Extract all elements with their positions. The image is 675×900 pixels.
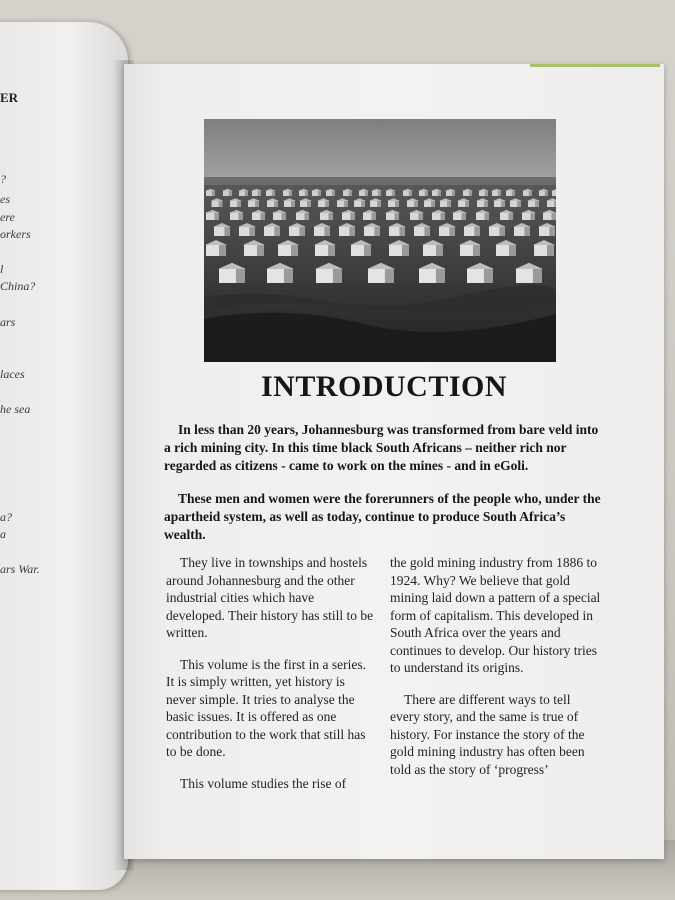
house-shadow — [484, 213, 489, 220]
house-shadow — [392, 191, 395, 196]
house-shadow — [260, 213, 265, 220]
house-shadow — [501, 201, 505, 207]
house-shadow — [274, 227, 280, 236]
house-shadow — [414, 201, 418, 207]
house-shadow — [425, 191, 428, 196]
house-shadow — [554, 201, 556, 207]
house-shadow — [318, 191, 321, 196]
house-shadow — [485, 191, 488, 196]
house-shadow — [447, 201, 451, 207]
house-shadow — [219, 201, 223, 207]
house-shadow — [371, 213, 376, 220]
house-shadow — [249, 227, 255, 236]
house-shadow — [305, 191, 308, 196]
house-shadow — [344, 201, 348, 207]
house-shadow — [328, 213, 333, 220]
house-shadow — [449, 227, 455, 236]
house-shadow — [524, 227, 530, 236]
house-shadow — [236, 269, 245, 283]
house-shadow — [461, 213, 466, 220]
house-shadow — [530, 213, 535, 220]
house-shadow — [378, 191, 381, 196]
house-shadow — [237, 201, 241, 207]
house-shadow — [281, 213, 286, 220]
house-shadow — [385, 269, 394, 283]
house-shadow — [365, 191, 368, 196]
house-shadow — [332, 191, 335, 196]
house-shadow — [284, 269, 293, 283]
house-shadow — [399, 227, 405, 236]
house-shadow — [529, 191, 532, 196]
left-page-text-fragment: a — [0, 527, 6, 541]
house-shadow — [229, 191, 232, 196]
left-page-text-fragment: China? — [0, 279, 36, 293]
house-shadow — [274, 201, 278, 207]
house-shadow — [245, 191, 248, 196]
left-page-heading-fragment: ER — [0, 90, 19, 105]
township-photo-graphic — [204, 119, 556, 362]
house-shadow — [508, 213, 513, 220]
house-shadow — [484, 201, 488, 207]
house-shadow — [349, 227, 355, 236]
house-shadow — [424, 227, 430, 236]
body-paragraph: This volume studies the rise of — [180, 775, 347, 791]
house-shadow — [224, 227, 230, 236]
house-shadow — [484, 269, 493, 283]
house-shadow — [212, 191, 215, 196]
left-page — [0, 22, 128, 890]
house-shadow — [307, 201, 311, 207]
house — [552, 191, 556, 196]
house-shadow — [551, 213, 556, 220]
house-shadow — [255, 201, 259, 207]
house-shadow — [499, 227, 505, 236]
house-shadow — [304, 213, 309, 220]
house-shadow — [545, 191, 548, 196]
house-shadow — [291, 245, 298, 256]
left-page-text-fragment: ars War. — [0, 562, 40, 576]
house-shadow — [436, 245, 443, 256]
house-shadow — [469, 191, 472, 196]
page-title: INTRODUCTION — [260, 370, 508, 403]
house-shadow — [325, 201, 329, 207]
house-shadow — [333, 269, 342, 283]
house-shadow — [328, 245, 335, 256]
house-shadow — [438, 191, 441, 196]
left-page-text-fragment: ? — [0, 172, 6, 186]
body-paragraph: This volume is the first in a series. It is simply written, yet history is never simple. It tries to analyse the basic issues. It is offered as one contribution to the work that still has to be done. — [166, 656, 366, 759]
house-shadow — [219, 245, 226, 256]
house-shadow — [257, 245, 264, 256]
body-column-left — [166, 554, 376, 806]
house-shadow — [374, 227, 380, 236]
house-shadow — [402, 245, 409, 256]
left-page-text-fragment: he sea — [0, 402, 31, 416]
house-shadow — [361, 201, 365, 207]
intro-paragraph-text: These men and women were the forerunners of the people who, under the apartheid system, as well as today, continue to produce South Africa’s wealth. — [164, 491, 601, 542]
right-page — [124, 64, 664, 859]
house-shadow — [549, 227, 555, 236]
house-shadow — [512, 191, 515, 196]
house-shadow — [350, 213, 355, 220]
house-shadow — [517, 201, 521, 207]
left-page-text-fragment: laces — [0, 367, 25, 381]
house-shadow — [431, 201, 435, 207]
body-paragraph: They live in townships and hostels around Johannesburg and the other industrial cities which have developed. Their history has still to be written. — [166, 555, 374, 640]
intro-paragraph — [164, 490, 604, 544]
house-shadow — [452, 191, 455, 196]
house-shadow — [474, 227, 480, 236]
house-shadow — [238, 213, 243, 220]
house-shadow — [394, 213, 399, 220]
house-shadow — [289, 191, 292, 196]
house-shadow — [418, 213, 423, 220]
house-shadow — [465, 201, 469, 207]
township-photo — [204, 119, 556, 362]
house-shadow — [299, 227, 305, 236]
house-shadow — [291, 201, 295, 207]
house-shadow — [533, 269, 542, 283]
left-page-text-fragment: ars — [0, 315, 16, 329]
house-shadow — [547, 245, 554, 256]
house-shadow — [377, 201, 381, 207]
next-page-edge — [530, 64, 660, 67]
left-page-text-fragment: ere — [0, 210, 15, 224]
left-page-text-fragment: l — [0, 262, 4, 276]
house-shadow — [535, 201, 539, 207]
house-shadow — [498, 191, 501, 196]
house-shadow — [349, 191, 352, 196]
left-page-text-fragment: a? — [0, 510, 12, 524]
house-shadow — [440, 213, 445, 220]
house-shadow — [395, 201, 399, 207]
body-paragraph: There are different ways to tell every story, and the same is true of history. For instance the story of the gold mining industry has often been told as the story of ‘progress’ — [390, 691, 585, 777]
intro-paragraph — [164, 421, 604, 475]
house-shadow — [324, 227, 330, 236]
intro-paragraph-text: In less than 20 years, Johannesburg was transformed from bare veld into a rich mining city. In this time black South Africans – neither rich nor regarded as citizens - came to work on the mines - and in eGoli. — [164, 422, 599, 473]
house-shadow — [364, 245, 371, 256]
left-page-text-fragment: es — [0, 192, 10, 206]
house-shadow — [272, 191, 275, 196]
house-shadow — [509, 245, 516, 256]
left-page-text-fragment: orkers — [0, 227, 31, 241]
house-shadow — [214, 213, 219, 220]
house-shadow — [258, 191, 261, 196]
body-column-right — [390, 554, 602, 792]
house-shadow — [409, 191, 412, 196]
body-paragraph: the gold mining industry from 1886 to 1924. Why? We believe that gold mining laid down a pattern of a special form of capitalism. This developed in South Africa over the years and continues to develop. Our history tries to understand its origins. — [390, 555, 601, 675]
house-shadow — [436, 269, 445, 283]
house-shadow — [473, 245, 480, 256]
